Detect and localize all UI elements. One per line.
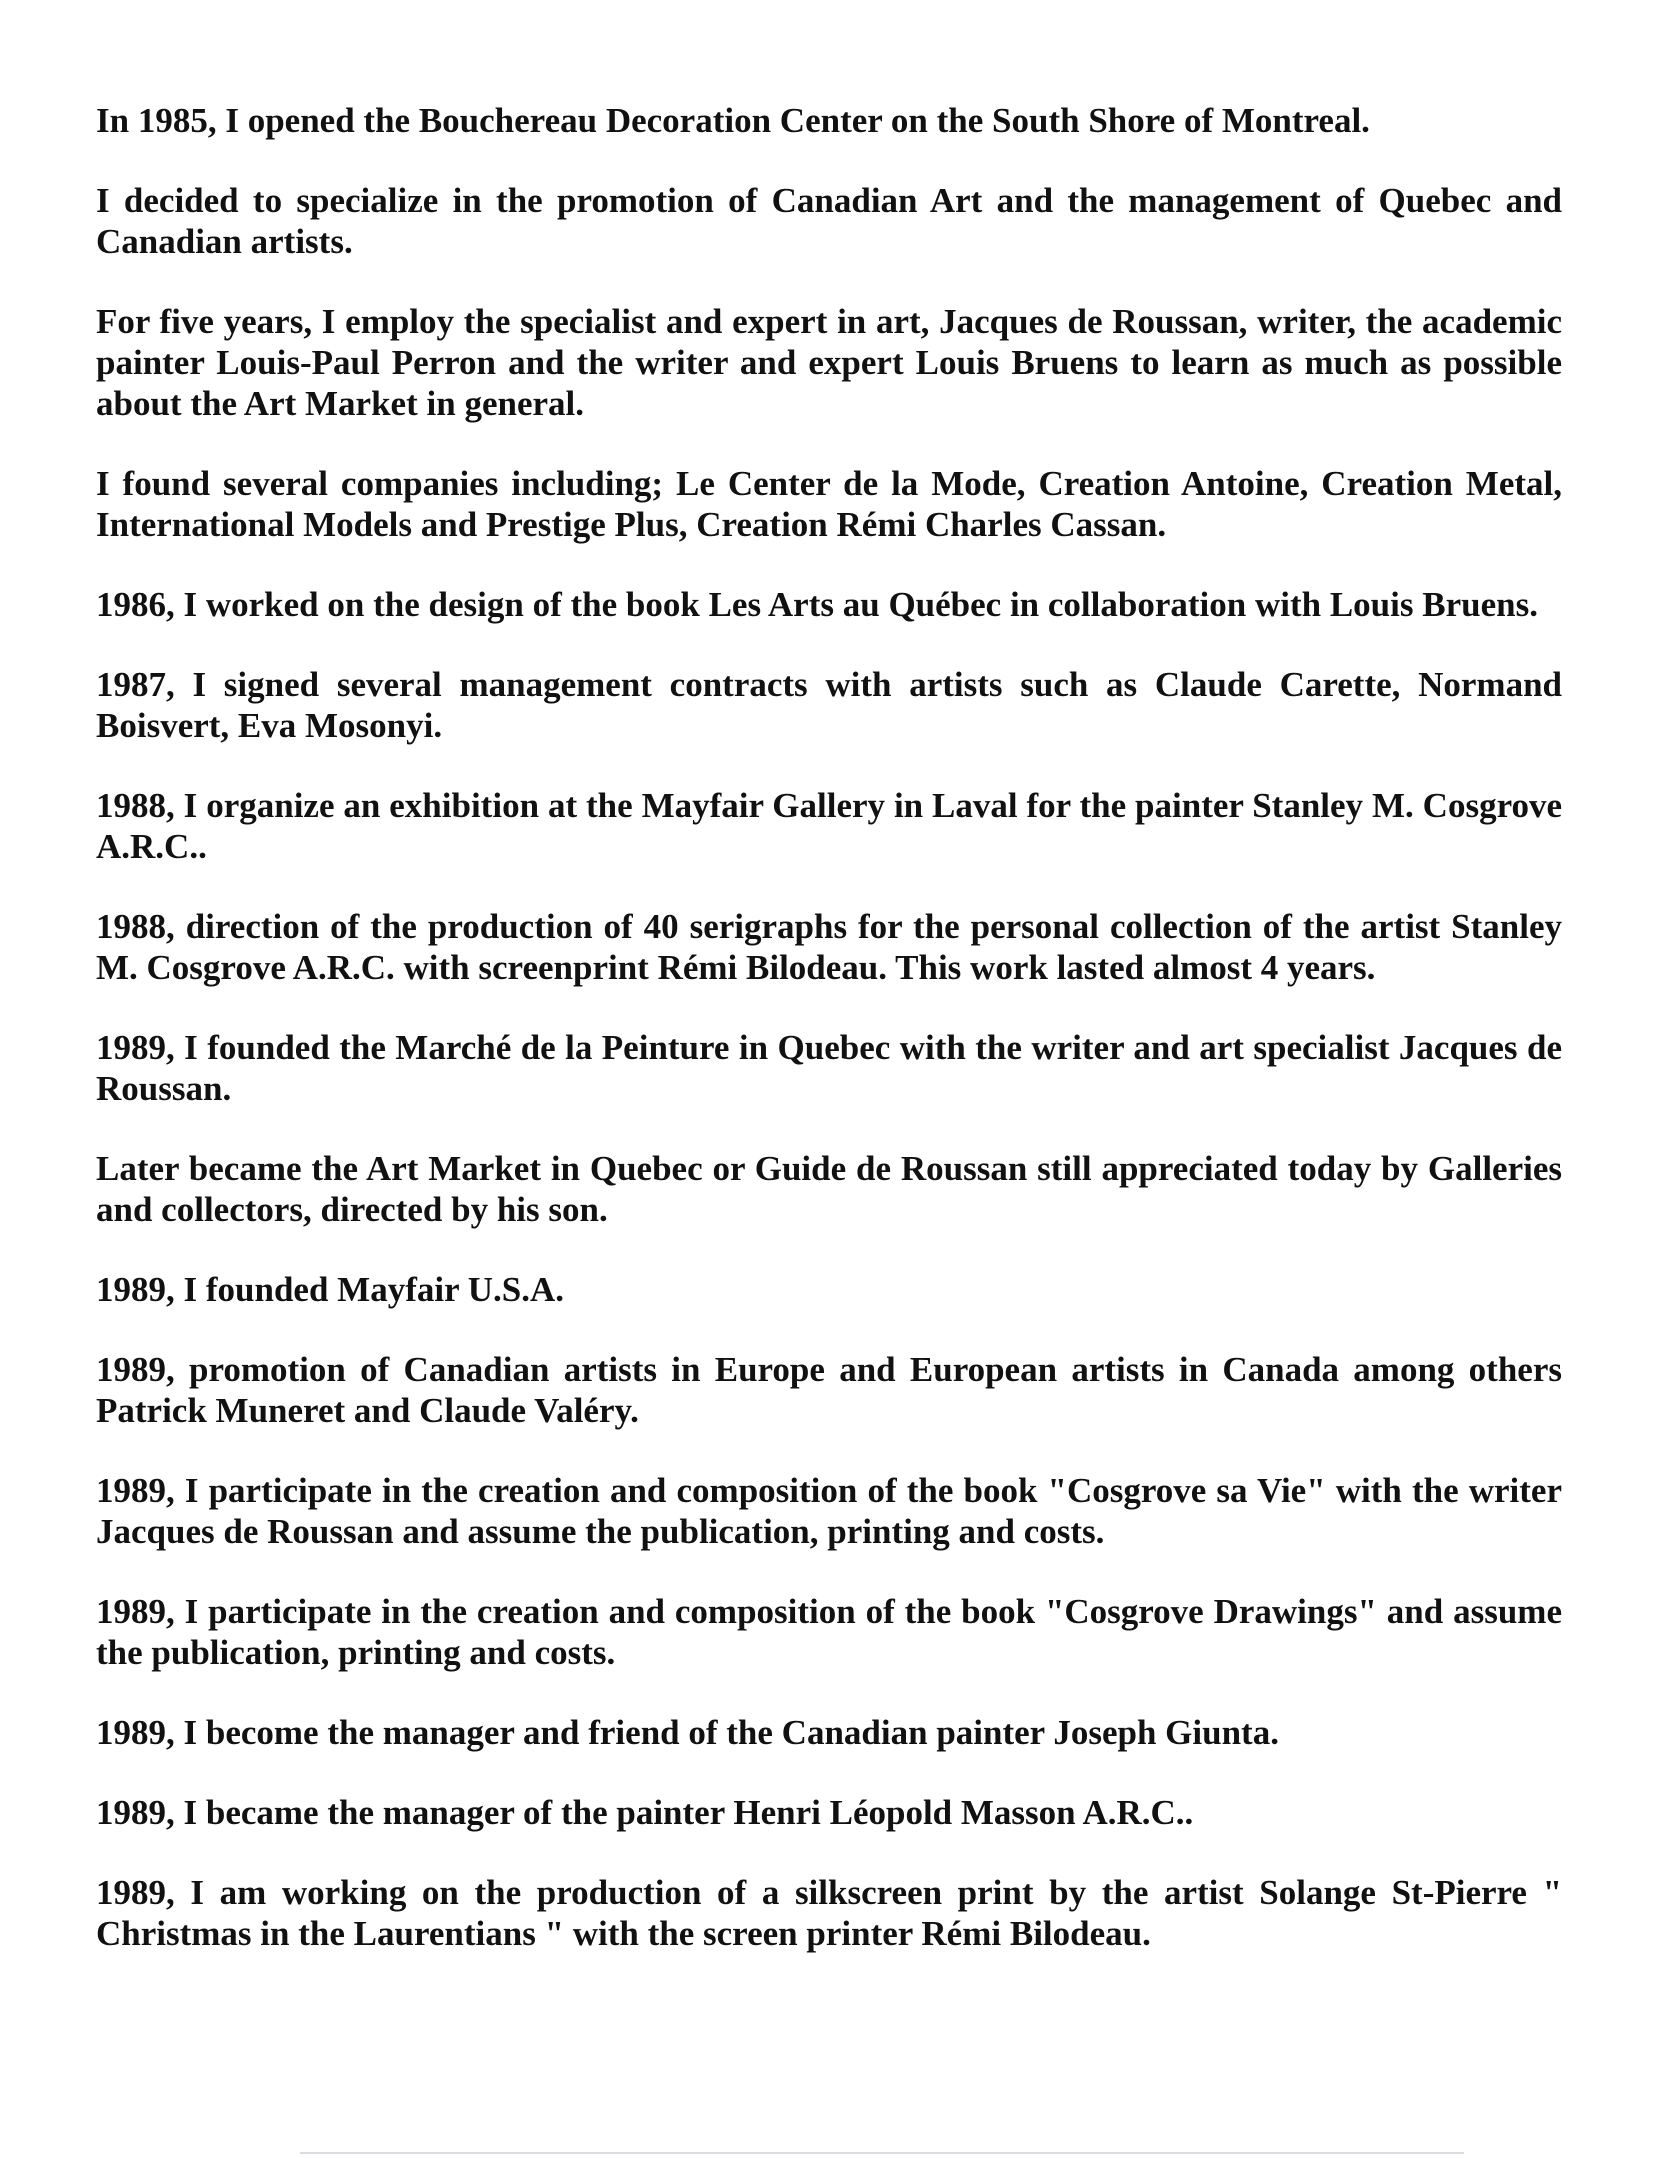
paragraph-14: 1989, I participate in the creation and composition of the book "Cosgrove Drawings" and assume the publication, printing and costs. — [96, 1592, 1562, 1672]
paragraph-5: 1986, I worked on the design of the book Les Arts au Québec in collaboration with Louis Bruens. — [96, 585, 1538, 624]
paragraph-1: In 1985, I opened the Bouchereau Decoration Center on the South Shore of Montreal. — [96, 101, 1370, 140]
paragraph-10: Later became the Art Market in Quebec or Guide de Roussan still appreciated today by Galleries and collectors, directed by his son. — [96, 1149, 1562, 1229]
paragraph-2: I decided to specialize in the promotion of Canadian Art and the management of Quebec and Canadian artists. — [96, 181, 1562, 261]
paragraph-12: 1989, promotion of Canadian artists in Europe and European artists in Canada among others Patrick Muneret and Claude Valéry. — [96, 1350, 1562, 1430]
paragraph-15: 1989, I become the manager and friend of the Canadian painter Joseph Giunta. — [96, 1713, 1279, 1752]
document-body — [96, 100, 1562, 1993]
paragraph-3: For five years, I employ the specialist and expert in art, Jacques de Roussan, writer, the academic painter Louis-Paul Perron and the writer and expert Louis Bruens to learn as much as possible about the Art Market in general. — [96, 302, 1562, 423]
paragraph-4: I found several companies including; Le Center de la Mode, Creation Antoine, Creation Metal, International Models and Prestige Plus, Creation Rémi Charles Cassan. — [96, 464, 1562, 544]
paragraph-6: 1987, I signed several management contracts with artists such as Claude Carette, Normand Boisvert, Eva Mosonyi. — [96, 665, 1562, 745]
page-edge-rule — [300, 2152, 1464, 2154]
paragraph-8: 1988, direction of the production of 40 serigraphs for the personal collection of the artist Stanley M. Cosgrove A.R.C. with screenprint Rémi Bilodeau. This work lasted almost 4 years. — [96, 907, 1562, 987]
paragraph-16: 1989, I became the manager of the painter Henri Léopold Masson A.R.C.. — [96, 1793, 1194, 1832]
paragraph-7: 1988, I organize an exhibition at the Mayfair Gallery in Laval for the painter Stanley M. Cosgrove A.R.C.. — [96, 786, 1562, 866]
paragraph-17: 1989, I am working on the production of a silkscreen print by the artist Solange St-Pierre " Christmas in the Laurentians " with the screen printer Rémi Bilodeau. — [96, 1873, 1562, 1953]
paragraph-11: 1989, I founded Mayfair U.S.A. — [96, 1270, 565, 1309]
paragraph-9: 1989, I founded the Marché de la Peinture in Quebec with the writer and art specialist Jacques de Roussan. — [96, 1028, 1562, 1108]
paragraph-13: 1989, I participate in the creation and composition of the book "Cosgrove sa Vie" with the writer Jacques de Roussan and assume the publication, printing and costs. — [96, 1471, 1562, 1551]
